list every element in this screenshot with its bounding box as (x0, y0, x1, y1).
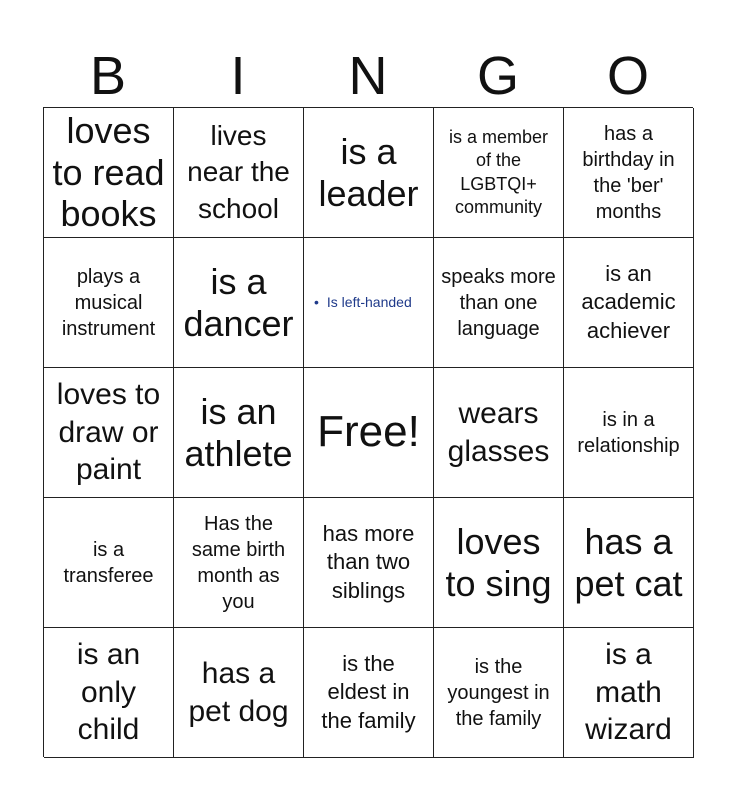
header-letter-o: O (606, 46, 649, 106)
bingo-grid (43, 107, 693, 757)
bingo-cell[interactable] (44, 368, 174, 498)
header-letter-i: I (230, 46, 246, 106)
cell-text: plays a musical instrument (61, 265, 156, 340)
bingo-cell[interactable] (434, 368, 564, 498)
cell-text: has a birthday in the 'ber' months (582, 122, 675, 223)
cell-text: is the youngest in the family (447, 655, 550, 730)
bingo-cell[interactable] (304, 238, 434, 368)
bingo-cell[interactable] (564, 238, 694, 368)
cell-text: is the eldest in the family (321, 651, 416, 733)
bullet-icon: • (314, 294, 319, 311)
cell-text: is a math wizard (585, 638, 672, 747)
bingo-cell[interactable] (44, 108, 174, 238)
bingo-cell[interactable] (174, 628, 304, 758)
cell-text: is an academic achiever (581, 261, 676, 343)
cell-text: Has the same birth month as you (191, 512, 286, 613)
header-letter-g: G (476, 46, 519, 106)
bingo-cell[interactable] (564, 628, 694, 758)
cell-text: speaks more than one language (441, 265, 556, 340)
bingo-cell[interactable] (434, 238, 564, 368)
free-cell[interactable] (304, 368, 434, 498)
cell-text: loves to sing (445, 521, 552, 604)
cell-text: loves to read books (52, 110, 165, 235)
bingo-cell[interactable] (304, 108, 434, 238)
cell-text: is an only child (76, 638, 141, 747)
bingo-cell[interactable] (434, 498, 564, 628)
bingo-cell[interactable] (564, 498, 694, 628)
bingo-cell[interactable] (434, 628, 564, 758)
bingo-cell[interactable] (304, 628, 434, 758)
cell-text: Is left-handed (326, 294, 412, 311)
bingo-cell[interactable] (564, 108, 694, 238)
bingo-cell[interactable] (174, 108, 304, 238)
bingo-cell[interactable] (44, 498, 174, 628)
cell-text: is a leader (318, 131, 419, 214)
cell-text: is a dancer (183, 261, 294, 344)
bingo-cell[interactable] (304, 498, 434, 628)
cell-text: is a member of the LGBTQI+ community (448, 126, 549, 217)
bingo-cell[interactable] (174, 368, 304, 498)
bingo-header (43, 46, 693, 106)
header-letter-b: B (89, 46, 127, 106)
cell-text: has a pet dog (188, 657, 289, 728)
header-letter-n: N (348, 46, 388, 106)
cell-text: has a pet cat (574, 521, 683, 604)
bingo-cell[interactable] (564, 368, 694, 498)
cell-text: wears glasses (447, 397, 550, 468)
cell-text: is in a relationship (577, 408, 680, 457)
cell-text: loves to draw or paint (56, 378, 161, 487)
bingo-cell[interactable] (44, 238, 174, 368)
cell-text: has more than two siblings (322, 521, 415, 603)
free-text: Free! (317, 407, 420, 457)
bingo-cell[interactable] (174, 498, 304, 628)
cell-text: is an athlete (184, 391, 293, 474)
cell-text: lives near the school (187, 119, 290, 224)
bingo-cell[interactable] (174, 238, 304, 368)
cell-text: is a transferee (63, 538, 154, 587)
bingo-cell[interactable] (434, 108, 564, 238)
bingo-cell[interactable] (44, 628, 174, 758)
